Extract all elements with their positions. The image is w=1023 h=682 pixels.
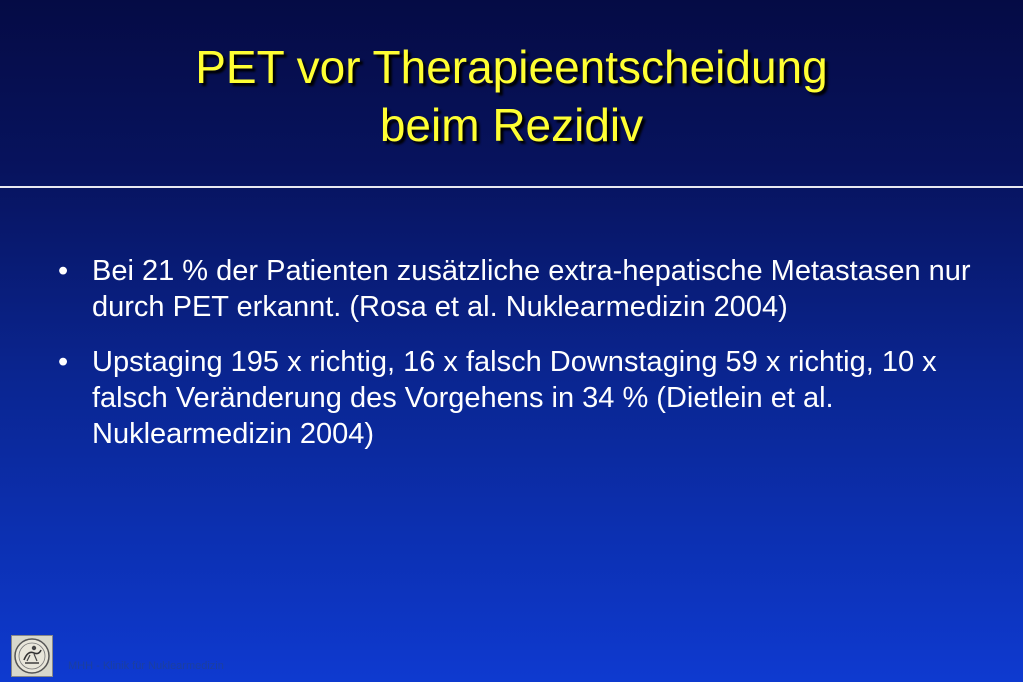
title-divider [0, 186, 1023, 188]
title-line-2: beim Rezidiv [379, 99, 644, 151]
bullet-item [58, 344, 988, 452]
bullet-marker: • [58, 255, 69, 287]
bullet-text: Upstaging 195 x richtig, 16 x falsch Downstaging 59 x richtig, 10 x falsch Veränderung des Vorgehens in 34 % (Dietlein et al. Nuklearmedizin 2004) [92, 346, 937, 450]
footer-text: MHH - Klinik für Nuklearmedizin [68, 660, 224, 672]
title-line-1: PET vor Therapieentscheidung [195, 41, 828, 93]
bullet-marker: • [58, 346, 69, 378]
institution-seal-logo-icon [11, 635, 53, 677]
bullet-item [58, 253, 988, 325]
bullet-text: Bei 21 % der Patienten zusätzliche extra-hepatische Metastasen nur durch PET erkannt. (Rosa et al. Nuklearmedizin 2004) [92, 255, 971, 323]
slide-title [0, 38, 1023, 154]
bullet-list [58, 253, 988, 471]
